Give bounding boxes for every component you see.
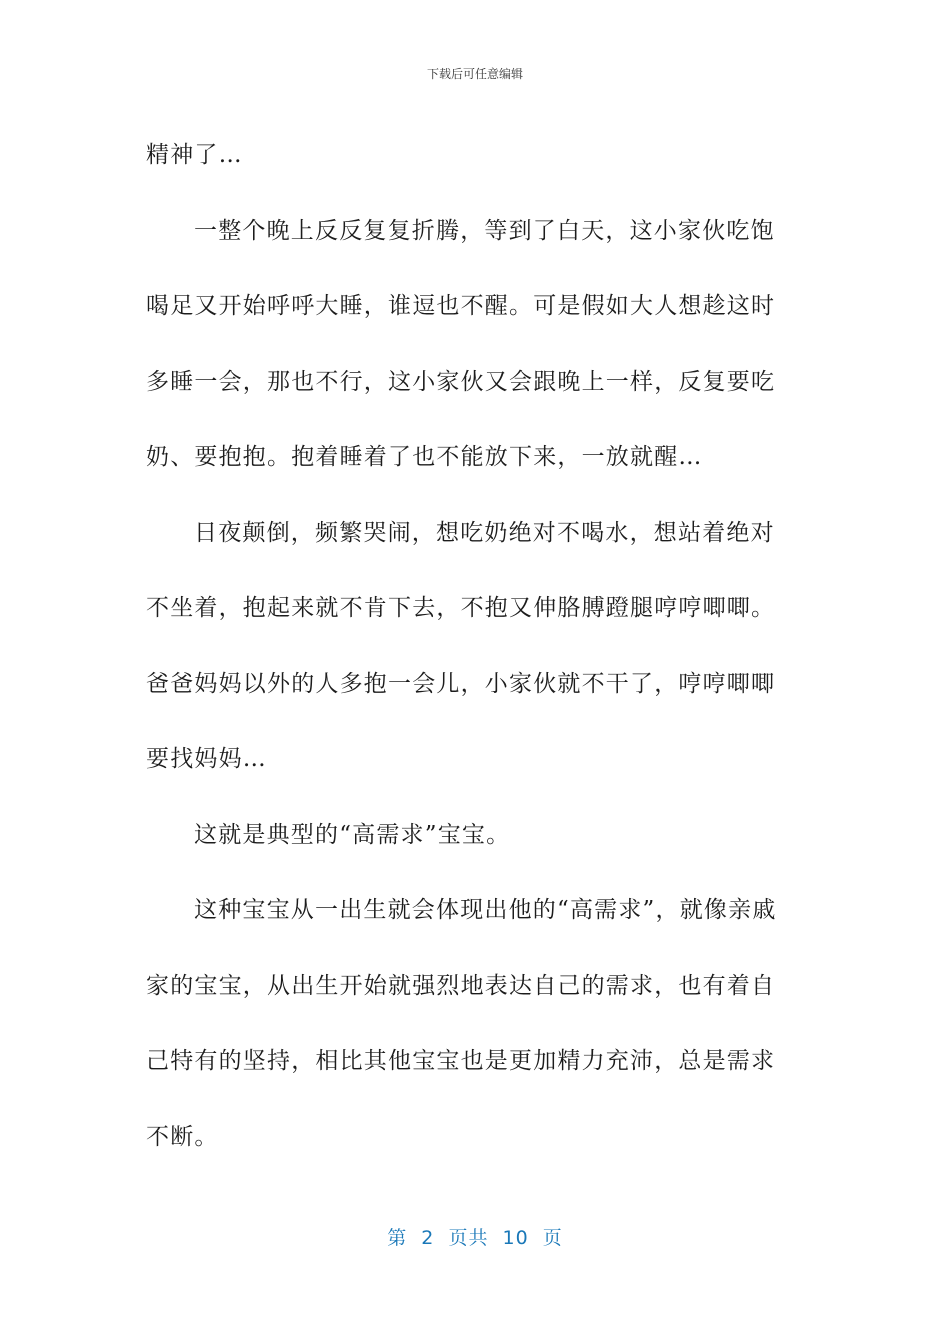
paragraph: 一整个晚上反反复复折腾，等到了白天，这小家伙吃饱喝足又开始呼呼大睡，谁逗也不醒。可是假如大人想趁这时多睡一会，那也不行，这小家伙又会跟晚上一样，反复要吃奶、要抱抱。抱着睡着了也不能放下来，一放就醒… bbox=[146, 217, 776, 470]
page-number-label: 第 2 页共 10 页 bbox=[387, 1227, 563, 1249]
page-footer bbox=[0, 1226, 950, 1250]
paragraph: 这种宝宝从一出生就会体现出他的“高需求”，就像亲戚家的宝宝，从出生开始就强烈地表达自己的需求，也有着自己特有的坚持，相比其他宝宝也是更加精力充沛，总是需求不断。 bbox=[146, 897, 777, 1150]
paragraph: 日夜颠倒，频繁哭闹，想吃奶绝对不喝水，想站着绝对不坐着，抱起来就不肯下去，不抱又伸胳膊蹬腿哼哼唧唧。爸爸妈妈以外的人多抱一会儿，小家伙就不干了，哼哼唧唧要找妈妈… bbox=[146, 519, 776, 772]
header-note: 下载后可任意编辑 bbox=[426, 67, 523, 81]
body-text bbox=[146, 118, 796, 1175]
paragraph: 这就是典型的“高需求”宝宝。 bbox=[194, 821, 511, 848]
paragraph-continuation: 精神了… bbox=[146, 142, 243, 168]
